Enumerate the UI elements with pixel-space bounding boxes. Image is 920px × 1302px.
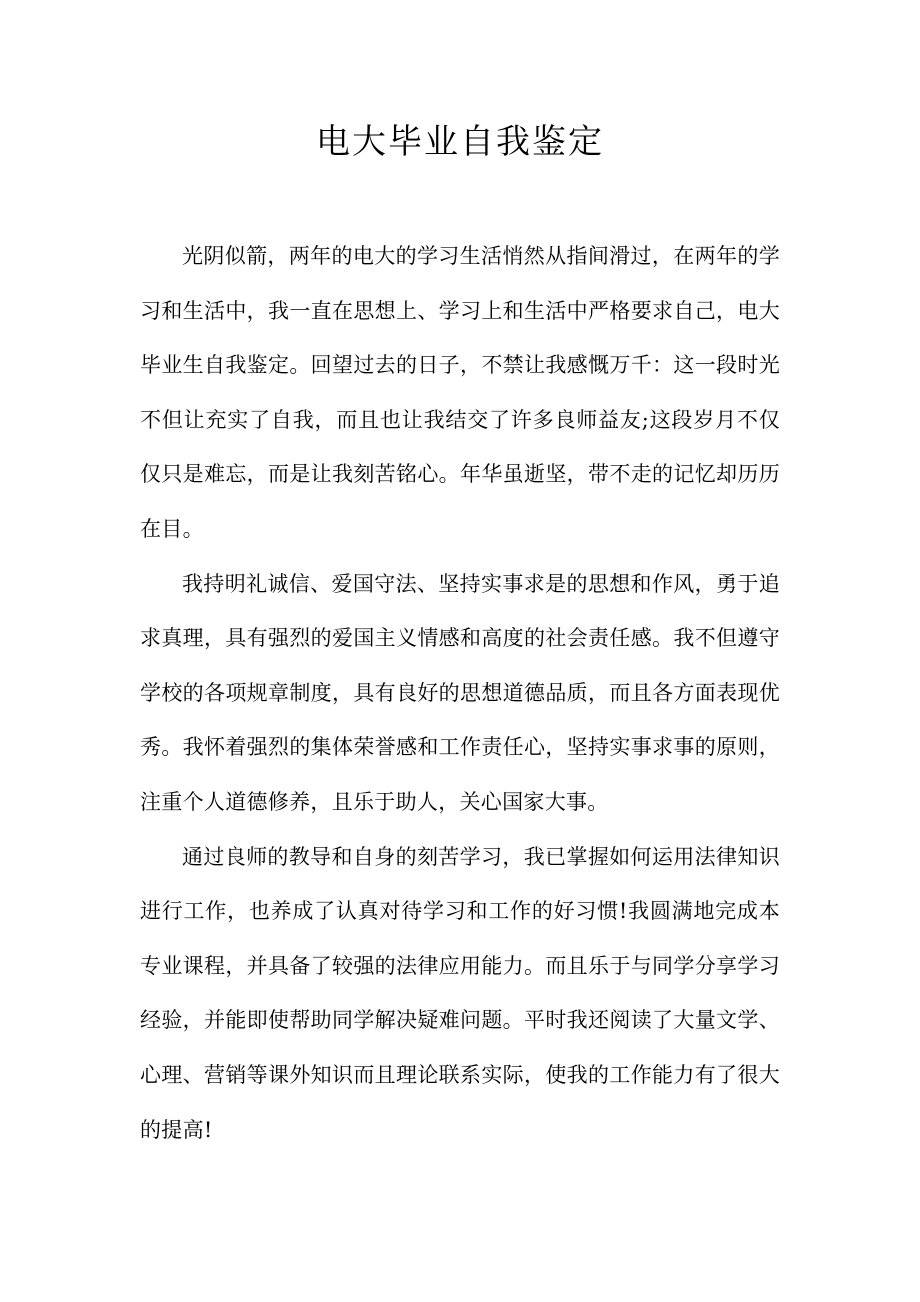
document-title: 电大毕业自我鉴定 (316, 122, 604, 162)
paragraph-3: 通过良师的教导和自身的刻苦学习，我已掌握如何运用法律知识进行工作，也养成了认真对待学习和工作的好习惯!我圆满地完成本专业课程，并具备了较强的法律应用能力。而且乐于与同学分享学习经验，并能即使帮助同学解决疑难问题。平时我还阅读了大量文学、心理、营销等课外知识而且理论联系实际，使我的工作能力有了很大的提高! (140, 844, 780, 1142)
paragraph-1: 光阴似箭，两年的电大的学习生活悄然从指间滑过，在两年的学习和生活中，我一直在思想上、学习上和生活中严格要求自己，电大毕业生自我鉴定。回望过去的日子，不禁让我感慨万千：这一段时光不但让充实了自我，而且也让我结交了许多良师益友;这段岁月不仅仅只是难忘，而是让我刻苦铭心。年华虽逝坚，带不走的记忆却历历在目。 (140, 244, 780, 541)
document-body (140, 229, 780, 1157)
paragraph-2: 我持明礼诚信、爱国守法、坚持实事求是的思想和作风，勇于追求真理，具有强烈的爱国主义情感和高度的社会责任感。我不但遵守学校的各项规章制度，具有良好的思想道德品质，而且各方面表现优秀。我怀着强烈的集体荣誉感和工作责任心，坚持实事求事的原则，注重个人道德修养，且乐于助人，关心国家大事。 (140, 571, 780, 814)
